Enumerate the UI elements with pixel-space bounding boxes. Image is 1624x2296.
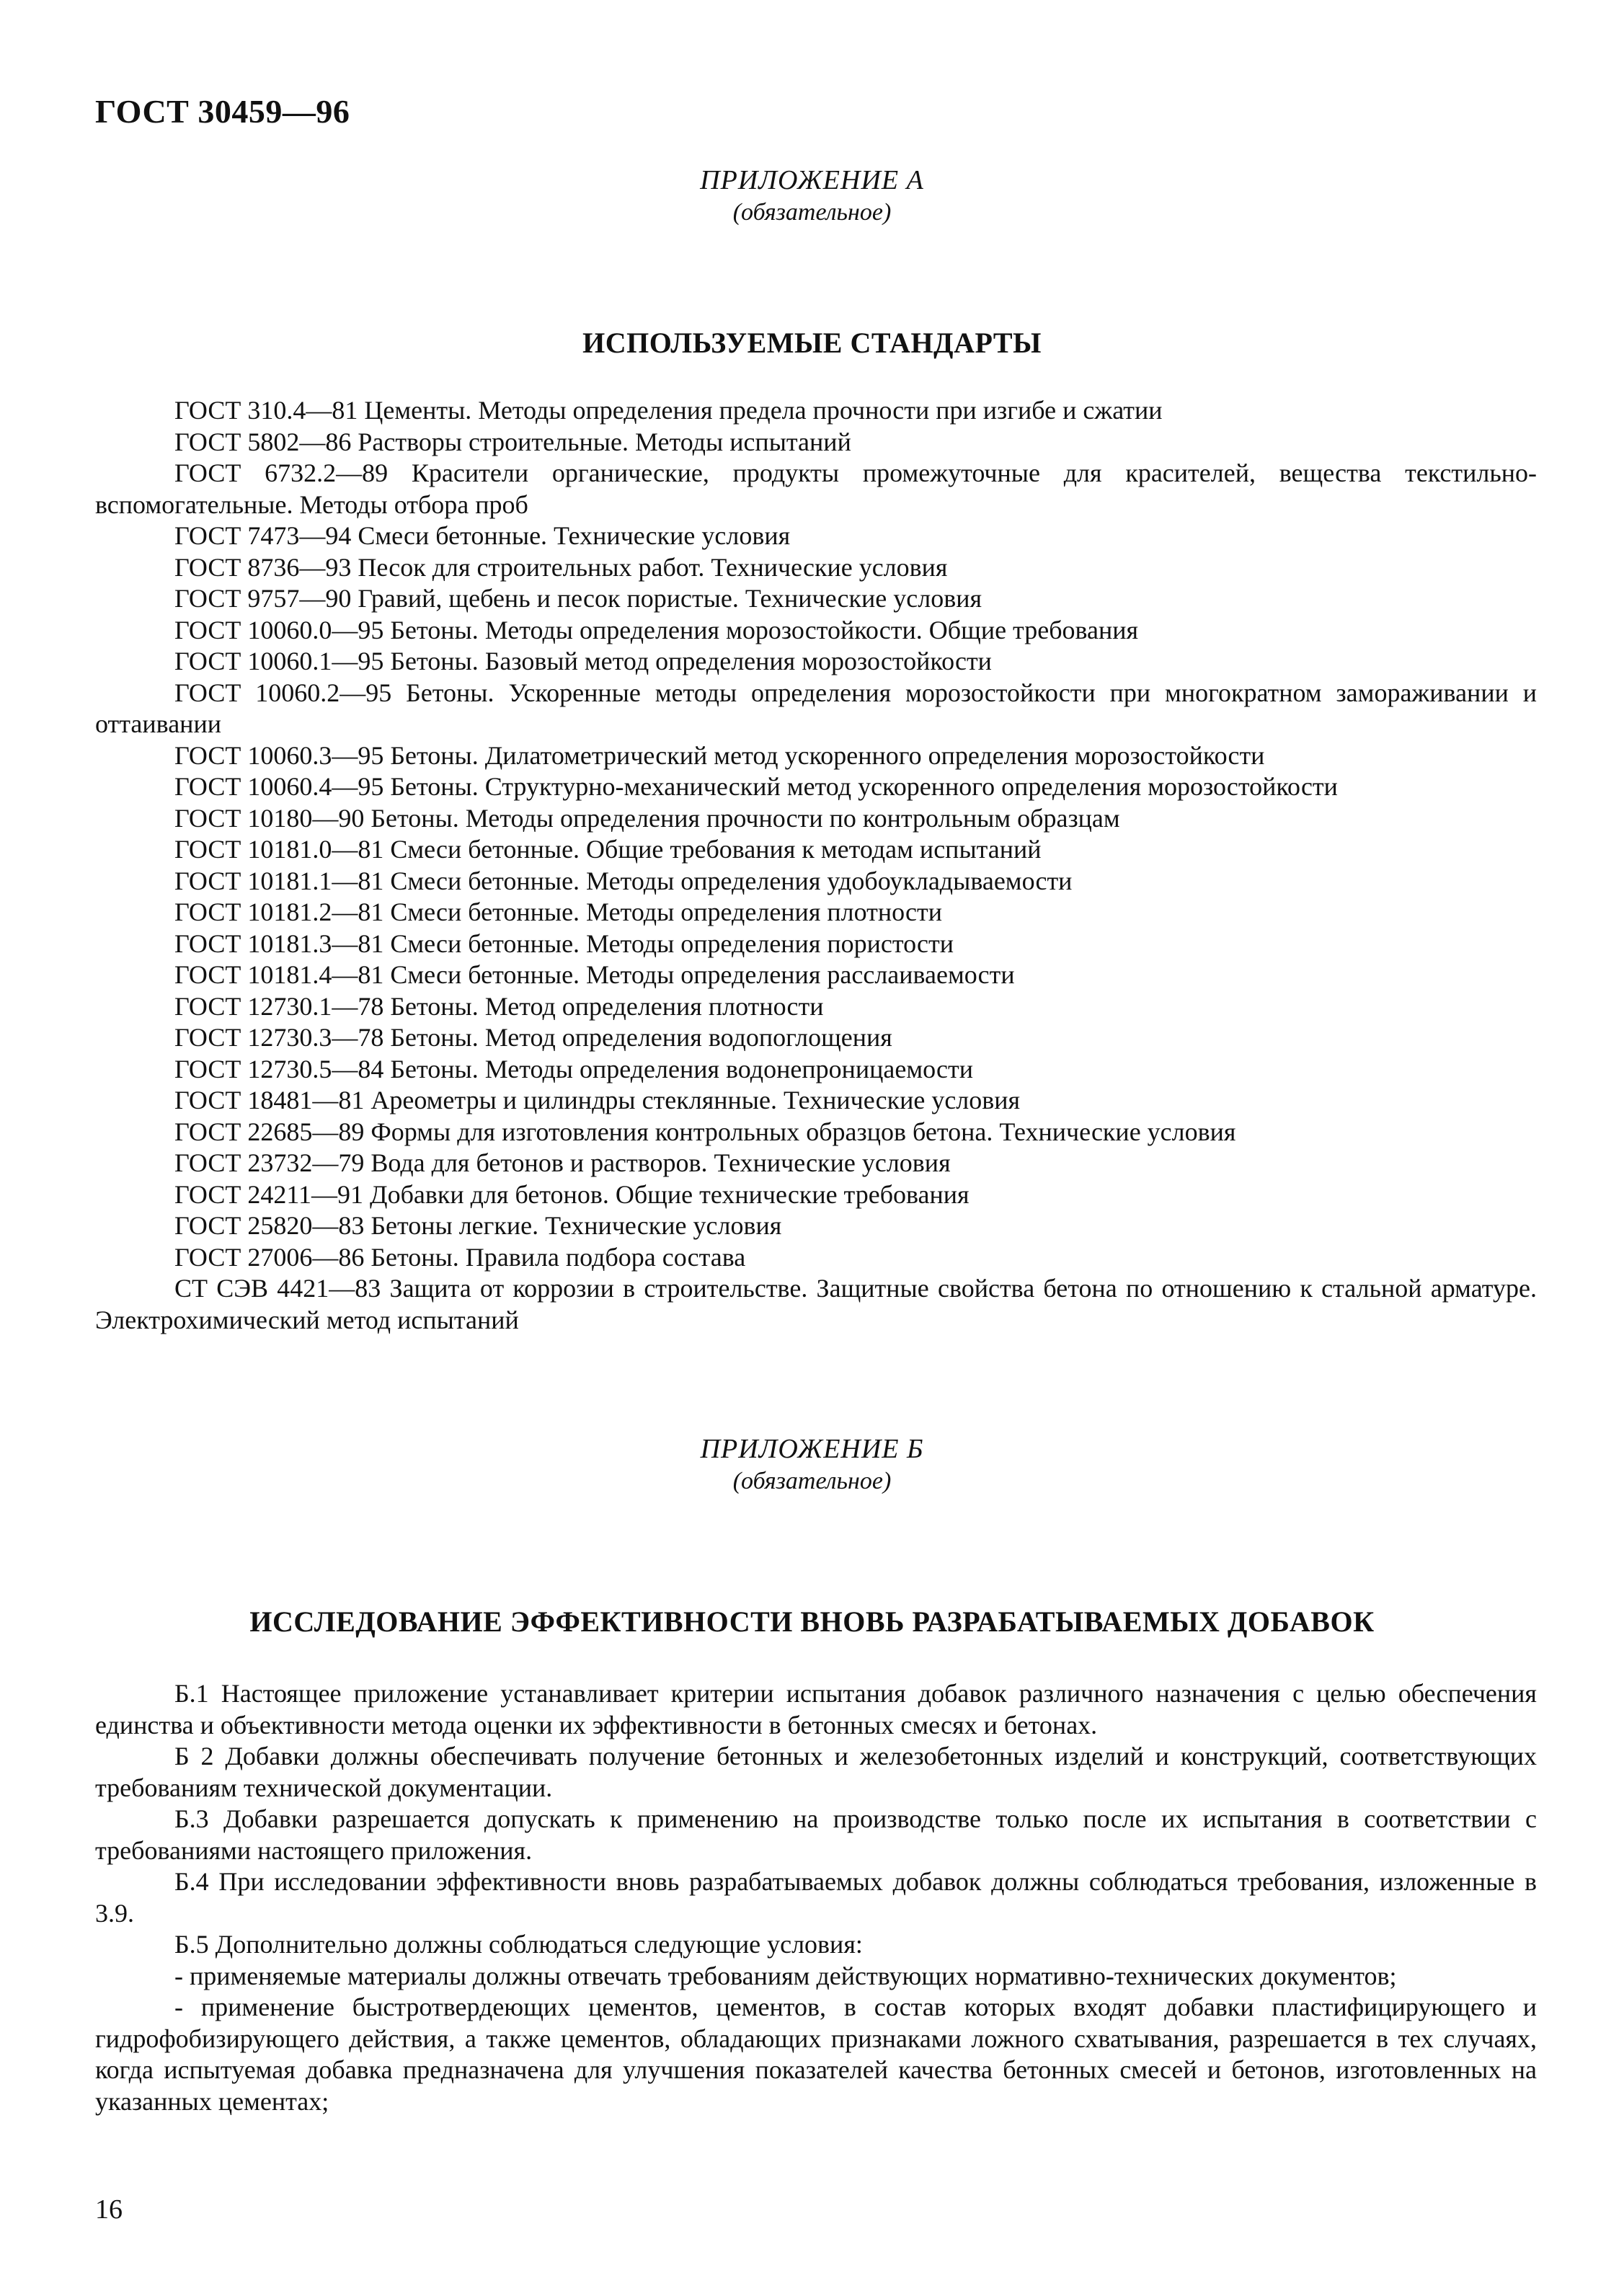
standard-item [95,740,1537,772]
document-code: ГОСТ 30459—96 [95,93,350,130]
standard-code: ГОСТ 6732.2—89 [174,458,389,487]
annex-b-body [95,1678,1537,2117]
standard-code: ГОСТ 23732—79 [174,1148,365,1177]
standard-title: Цементы. Методы определения предела прочности при изгибе и сжатии [364,396,1163,425]
standard-title: Бетоны. Метод определения водопоглощения [390,1023,892,1052]
standard-title: Красители органические, продукты промежуточные для красителей, вещества текстильно-вспомогательные. Методы отбора проб [95,458,1538,519]
standard-item [95,1179,1537,1211]
standard-item [95,897,1537,928]
standard-code: ГОСТ 310.4—81 [174,396,358,425]
standard-title: Ареометры и цилиндры стеклянные. Технические условия [370,1086,1021,1114]
standard-item [95,1085,1537,1117]
standard-item [95,1273,1537,1336]
standard-item [95,959,1537,991]
standard-item [95,834,1537,866]
standard-title: Растворы строительные. Методы испытаний [358,427,851,456]
standard-item [95,615,1537,647]
standard-item [95,866,1537,897]
standard-code: ГОСТ 9757—90 [174,584,352,613]
annex-a-status: (обязательное) [732,199,892,226]
standard-title: Добавки для бетонов. Общие технические требования [370,1179,969,1209]
standard-code: ГОСТ 10181.2—81 [174,897,384,926]
standard-item [95,803,1537,835]
standard-item [95,771,1537,803]
paragraph: Б.3 Добавки разрешается допускать к применению на производстве только после их испытания в соответствии с требованиями настоящего приложения. [95,1804,1537,1865]
standard-code: ГОСТ 24211—91 [174,1179,364,1209]
standard-item [95,427,1537,458]
standard-item [95,520,1537,552]
standard-item [95,678,1537,740]
standard-code: ГОСТ 27006—86 [174,1242,365,1272]
standard-item [95,1022,1537,1054]
standard-code: ГОСТ 10060.2—95 [174,678,392,707]
standard-code: СТ СЭВ 4421—83 [174,1274,381,1303]
standard-title: Защита от коррозии в строительстве. Защитные свойства бетона по отношению к стальной арматуре. Электрохимический метод испытаний [95,1274,1537,1334]
standard-title: Смеси бетонные. Общие требования к методам испытаний [390,835,1042,864]
annex-a-title: ПРИЛОЖЕНИЕ А [700,165,924,195]
standard-item [95,458,1537,520]
standard-title: Песок для строительных работ. Технические условия [358,552,948,582]
standard-item [95,991,1537,1023]
standard-code: ГОСТ 10181.4—81 [174,960,384,989]
annex-b-title: ПРИЛОЖЕНИЕ Б [700,1434,924,1464]
standard-code: ГОСТ 10181.1—81 [174,866,384,895]
paragraph: - применяемые материалы должны отвечать требованиям действующих нормативно-технических документов; [174,1961,1397,1990]
standard-title: Бетоны. Дилатометрический метод ускоренного определения морозостойкости [390,740,1265,770]
standard-title: Бетоны. Методы определения прочности по контрольным образцам [370,803,1120,833]
standard-item [95,1242,1537,1274]
standard-item [95,646,1537,678]
standard-title: Бетоны. Методы определения водонепроницаемости [390,1054,974,1083]
standard-title: Бетоны. Базовый метод определения морозостойкости [390,647,992,675]
standard-code: ГОСТ 12730.3—78 [174,1023,384,1052]
standard-code: ГОСТ 7473—94 [174,521,352,550]
page-number: 16 [95,2194,123,2225]
standard-item [95,552,1537,584]
standard-title: Смеси бетонные. Методы определения плотности [390,897,943,926]
standard-title: Бетоны. Правила подбора состава [370,1242,746,1272]
standard-title: Гравий, щебень и песок пористые. Технические условия [358,584,982,613]
standard-code: ГОСТ 12730.5—84 [174,1054,384,1083]
standard-title: Бетоны легкие. Технические условия [370,1211,782,1240]
standard-item [95,928,1537,960]
standard-item [95,583,1537,615]
standard-code: ГОСТ 25820—83 [174,1211,365,1240]
standard-code: ГОСТ 22685—89 [174,1117,365,1146]
standard-item [95,395,1537,427]
standard-title: Бетоны. Метод определения плотности [390,991,824,1021]
standards-list [95,395,1537,1336]
standard-code: ГОСТ 10060.1—95 [174,647,384,675]
annex-b-heading: ИССЛЕДОВАНИЕ ЭФФЕКТИВНОСТИ ВНОВЬ РАЗРАБАТЫВАЕМЫХ ДОБАВОК [249,1605,1375,1638]
standard-item [95,1210,1537,1242]
standard-code: ГОСТ 10180—90 [174,803,365,833]
standard-item [95,1117,1537,1148]
annex-a-heading: ИСПОЛЬЗУЕМЫЕ СТАНДАРТЫ [582,327,1042,359]
standard-code: ГОСТ 10060.3—95 [174,740,384,770]
paragraph: Б.4 При исследовании эффективности вновь разрабатываемых добавок должны соблюдаться требования, изложенные в 3.9. [95,1867,1537,1928]
standard-title: Смеси бетонные. Методы определения удобоукладываемости [390,866,1073,895]
standard-title: Бетоны. Структурно-механический метод ускоренного определения морозостойкости [390,772,1338,801]
paragraph: Б 2 Добавки должны обеспечивать получение бетонных и железобетонных изделий и конструкций, соответствующих требованиям технической документации. [95,1742,1537,1802]
annex-b-status: (обязательное) [732,1468,892,1494]
standard-title: Смеси бетонные. Технические условия [358,521,791,550]
standard-code: ГОСТ 5802—86 [174,427,352,456]
standard-title: Бетоны. Ускоренные методы определения морозостойкости при многократном замораживании и оттаивании [95,678,1537,738]
standard-title: Смеси бетонные. Методы определения расслаиваемости [390,960,1015,989]
standard-code: ГОСТ 18481—81 [174,1086,365,1114]
standard-code: ГОСТ 8736—93 [174,552,352,582]
standard-title: Смеси бетонные. Методы определения пористости [390,928,954,958]
standard-code: ГОСТ 10181.0—81 [174,835,384,864]
standard-code: ГОСТ 10060.0—95 [174,615,384,644]
standard-code: ГОСТ 10060.4—95 [174,772,384,801]
paragraph: Б.1 Настоящее приложение устанавливает критерии испытания добавок различного назначения с целью обеспечения единства и объективности метода оценки их эффективности в бетонных смесях и бетонах. [95,1679,1537,1739]
standard-item [95,1054,1537,1086]
standard-title: Бетоны. Методы определения морозостойкости. Общие требования [390,615,1139,644]
paragraph: - применение быстротвердеющих цементов, цементов, в состав которых входят добавки пластифицирующего и гидрофобизирующего действия, а также цементов, обладающих признаками ложного схватывания, разрешается в тех случаях, когда испытуемая добавка предназначена для улучшения показателей качества бетонных смесей и бетонов, изготовленных на указанных цементах; [95,1993,1537,2116]
standard-title: Вода для бетонов и растворов. Технические условия [370,1148,951,1177]
standard-code: ГОСТ 10181.3—81 [174,928,384,958]
standard-title: Формы для изготовления контрольных образцов бетона. Технические условия [370,1117,1236,1146]
standard-item [95,1148,1537,1179]
standard-code: ГОСТ 12730.1—78 [174,991,384,1021]
paragraph: Б.5 Дополнительно должны соблюдаться следующие условия: [174,1930,863,1959]
